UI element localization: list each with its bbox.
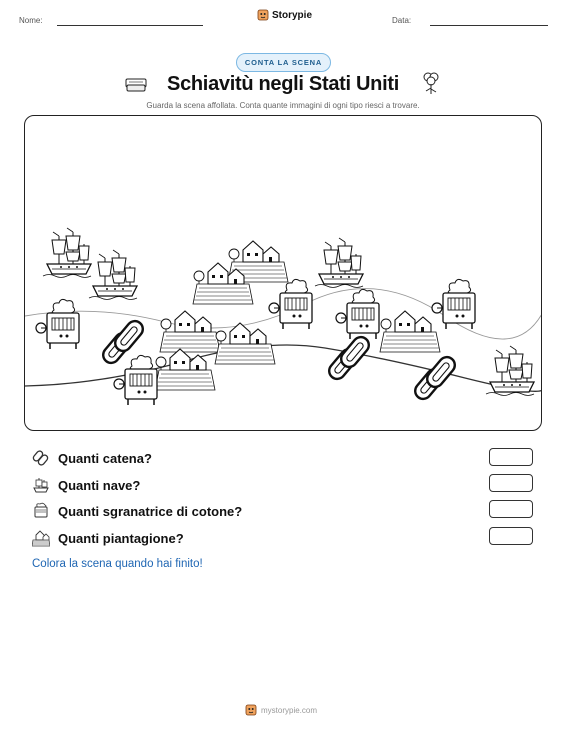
storypie-logo-icon [257,9,269,21]
question-chain [32,449,152,467]
answer-box-ship[interactable] [489,474,533,492]
question-plantation [32,529,184,547]
date-label: Data: [392,16,412,25]
question-text: Quanti sgranatrice di cotone? [58,503,243,519]
question-text: Quanti catena? [58,450,152,466]
chain-icon [32,449,50,467]
question-text: Quanti nave? [58,477,141,493]
footer [245,704,317,716]
brand-name: Storypie [272,9,313,21]
brand-logo [257,9,312,21]
answer-box-cotton-gin[interactable] [489,500,533,518]
cotton-gin-icon [32,502,50,520]
ship-icon [32,476,50,494]
coloring-note: Colora la scena quando hai finito! [32,558,203,570]
scene-illustration [25,116,542,431]
footer-url[interactable]: mystorypie.com [261,705,318,715]
storypie-logo-icon [245,704,257,716]
question-cotton-gin [32,502,242,520]
page-title: Schiavitù negli Stati Uniti [167,73,399,95]
name-label: Nome: [19,16,43,25]
answer-box-chain[interactable] [489,448,533,466]
name-line[interactable] [57,25,203,26]
counting-scene[interactable] [24,115,542,431]
answer-box-plantation[interactable] [489,527,533,545]
activity-badge: CONTA LA SCENA [236,53,331,72]
date-line[interactable] [430,25,548,26]
plantation-icon [32,529,50,547]
question-ship [32,476,140,494]
question-text: Quanti piantagione? [58,530,184,546]
page-subtitle: Guarda la scena affollata. Conta quante immagini di ogni tipo riesci a trovare. [146,101,420,110]
cotton-plant-icon [420,70,442,96]
